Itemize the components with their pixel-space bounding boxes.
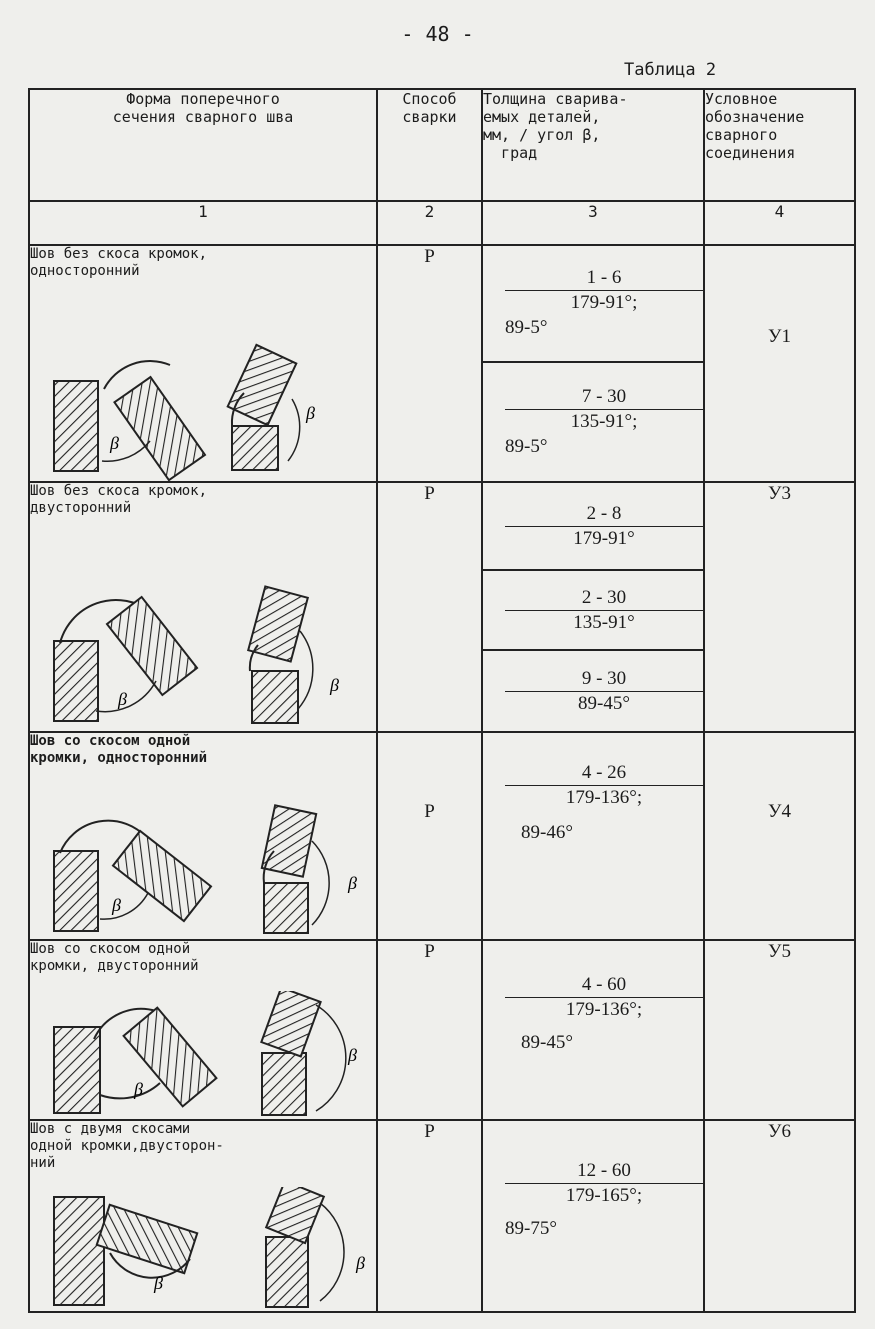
description-text: Шов без скоса кромок, односторонний xyxy=(30,246,208,279)
col-number-2: 2 xyxy=(377,201,482,245)
thickness-entry xyxy=(483,246,703,363)
angle-extra: 89-45° xyxy=(521,1032,573,1053)
col-number-4: 4 xyxy=(704,201,855,245)
weld-description xyxy=(29,482,377,732)
beta-label: β xyxy=(154,1273,163,1293)
weld-description xyxy=(29,1120,377,1312)
angle-range: 135-91°; xyxy=(570,410,638,432)
angle-range: 179-136°; xyxy=(565,999,643,1020)
weld-description xyxy=(29,732,377,940)
welding-method: Р xyxy=(377,245,482,482)
thickness-range: 7 - 30 xyxy=(505,385,703,410)
weld-symbol: У1 xyxy=(704,245,855,482)
thickness-entry xyxy=(483,651,703,731)
welding-method: Р xyxy=(377,732,482,940)
table-row xyxy=(29,482,855,732)
thickness-cell xyxy=(482,1120,704,1312)
thickness-cell xyxy=(482,482,704,732)
table-row xyxy=(29,245,855,482)
weld-description xyxy=(29,940,377,1120)
weld-section-drawing xyxy=(30,991,374,1119)
thickness-fraction xyxy=(505,667,703,716)
angle-range: 179-136°; xyxy=(565,787,643,808)
thickness-fraction xyxy=(505,385,703,434)
thickness-cell xyxy=(482,732,704,940)
weld-section-drawing xyxy=(30,801,374,939)
thickness-entry xyxy=(483,941,703,1119)
angle-range: 89-45° xyxy=(578,692,630,714)
angle-range: 135-91° xyxy=(573,611,635,633)
weld-symbol: У3 xyxy=(704,482,855,732)
header-col4: Условное обозначение сварного соединения xyxy=(704,89,855,201)
weld-symbol: У4 xyxy=(704,732,855,940)
col-number-3: 3 xyxy=(482,201,704,245)
table-row xyxy=(29,1120,855,1312)
page-number: - 48 - xyxy=(401,22,474,46)
weld-description xyxy=(29,245,377,482)
header-col1: Форма поперечного сечения сварного шва xyxy=(29,89,377,201)
angle-extra: 89-46° xyxy=(521,822,573,843)
thickness-range: 2 - 30 xyxy=(505,586,703,611)
table-row xyxy=(29,940,855,1120)
thickness-range: 1 - 6 xyxy=(505,266,703,291)
angle-range: 179-165°; xyxy=(565,1185,643,1206)
thickness-entry xyxy=(483,363,703,481)
description-text: Шов с двумя скосами одной кромки,двусторон- ний xyxy=(30,1121,224,1171)
beta-label: β xyxy=(348,1045,357,1065)
angle-range: 179-91° xyxy=(573,527,635,549)
weld-table xyxy=(28,88,856,1313)
weld-section-drawing xyxy=(30,341,374,481)
description-text: Шов без скоса кромок, двусторонний xyxy=(30,483,208,516)
thickness-entry xyxy=(483,1121,703,1311)
thickness-entry xyxy=(483,571,703,651)
thickness-cell xyxy=(482,940,704,1120)
thickness-cell xyxy=(482,245,704,482)
beta-label: β xyxy=(306,403,315,423)
weld-symbol: У6 xyxy=(704,1120,855,1312)
beta-label: β xyxy=(112,895,121,915)
beta-label: β xyxy=(118,689,127,709)
angle-range: 179-91°; xyxy=(570,292,638,313)
weld-symbol: У5 xyxy=(704,940,855,1120)
beta-label: β xyxy=(134,1079,143,1099)
angle-extra: 89-5° xyxy=(505,317,548,338)
col-number-1: 1 xyxy=(29,201,377,245)
thickness-entry xyxy=(483,733,703,939)
thickness-fraction xyxy=(505,502,703,551)
beta-label: β xyxy=(348,873,357,893)
welding-method: Р xyxy=(377,940,482,1120)
thickness-range: 4 - 60 xyxy=(505,973,703,998)
beta-label: β xyxy=(110,433,119,453)
header-row xyxy=(29,89,855,201)
angle-extra: 89-5° xyxy=(505,435,548,457)
thickness-range: 9 - 30 xyxy=(505,667,703,692)
angle-extra: 89-75° xyxy=(505,1218,557,1239)
weld-section-drawing xyxy=(30,1187,374,1311)
welding-method: Р xyxy=(377,482,482,732)
description-text: Шов со скосом одной кромки, односторонний xyxy=(30,733,208,766)
number-row xyxy=(29,201,855,245)
thickness-fraction xyxy=(505,761,703,810)
beta-label: β xyxy=(330,675,339,695)
weld-section-drawing xyxy=(30,571,374,731)
thickness-range: 2 - 8 xyxy=(505,502,703,527)
thickness-fraction xyxy=(505,973,703,1022)
header-col3: Толщина сварива- емых деталей, мм, / угол β, град xyxy=(482,89,704,201)
thickness-fraction xyxy=(505,1159,703,1208)
thickness-range: 12 - 60 xyxy=(505,1159,703,1184)
description-text: Шов со скосом одной кромки, двусторонний xyxy=(30,941,199,974)
header-col2: Способ сварки xyxy=(377,89,482,201)
thickness-fraction xyxy=(505,586,703,635)
beta-label: β xyxy=(356,1253,365,1273)
welding-method: Р xyxy=(377,1120,482,1312)
table-row xyxy=(29,732,855,940)
thickness-entry xyxy=(483,483,703,571)
table-caption: Таблица 2 xyxy=(624,60,717,80)
thickness-fraction xyxy=(505,266,703,315)
thickness-range: 4 - 26 xyxy=(505,761,703,786)
